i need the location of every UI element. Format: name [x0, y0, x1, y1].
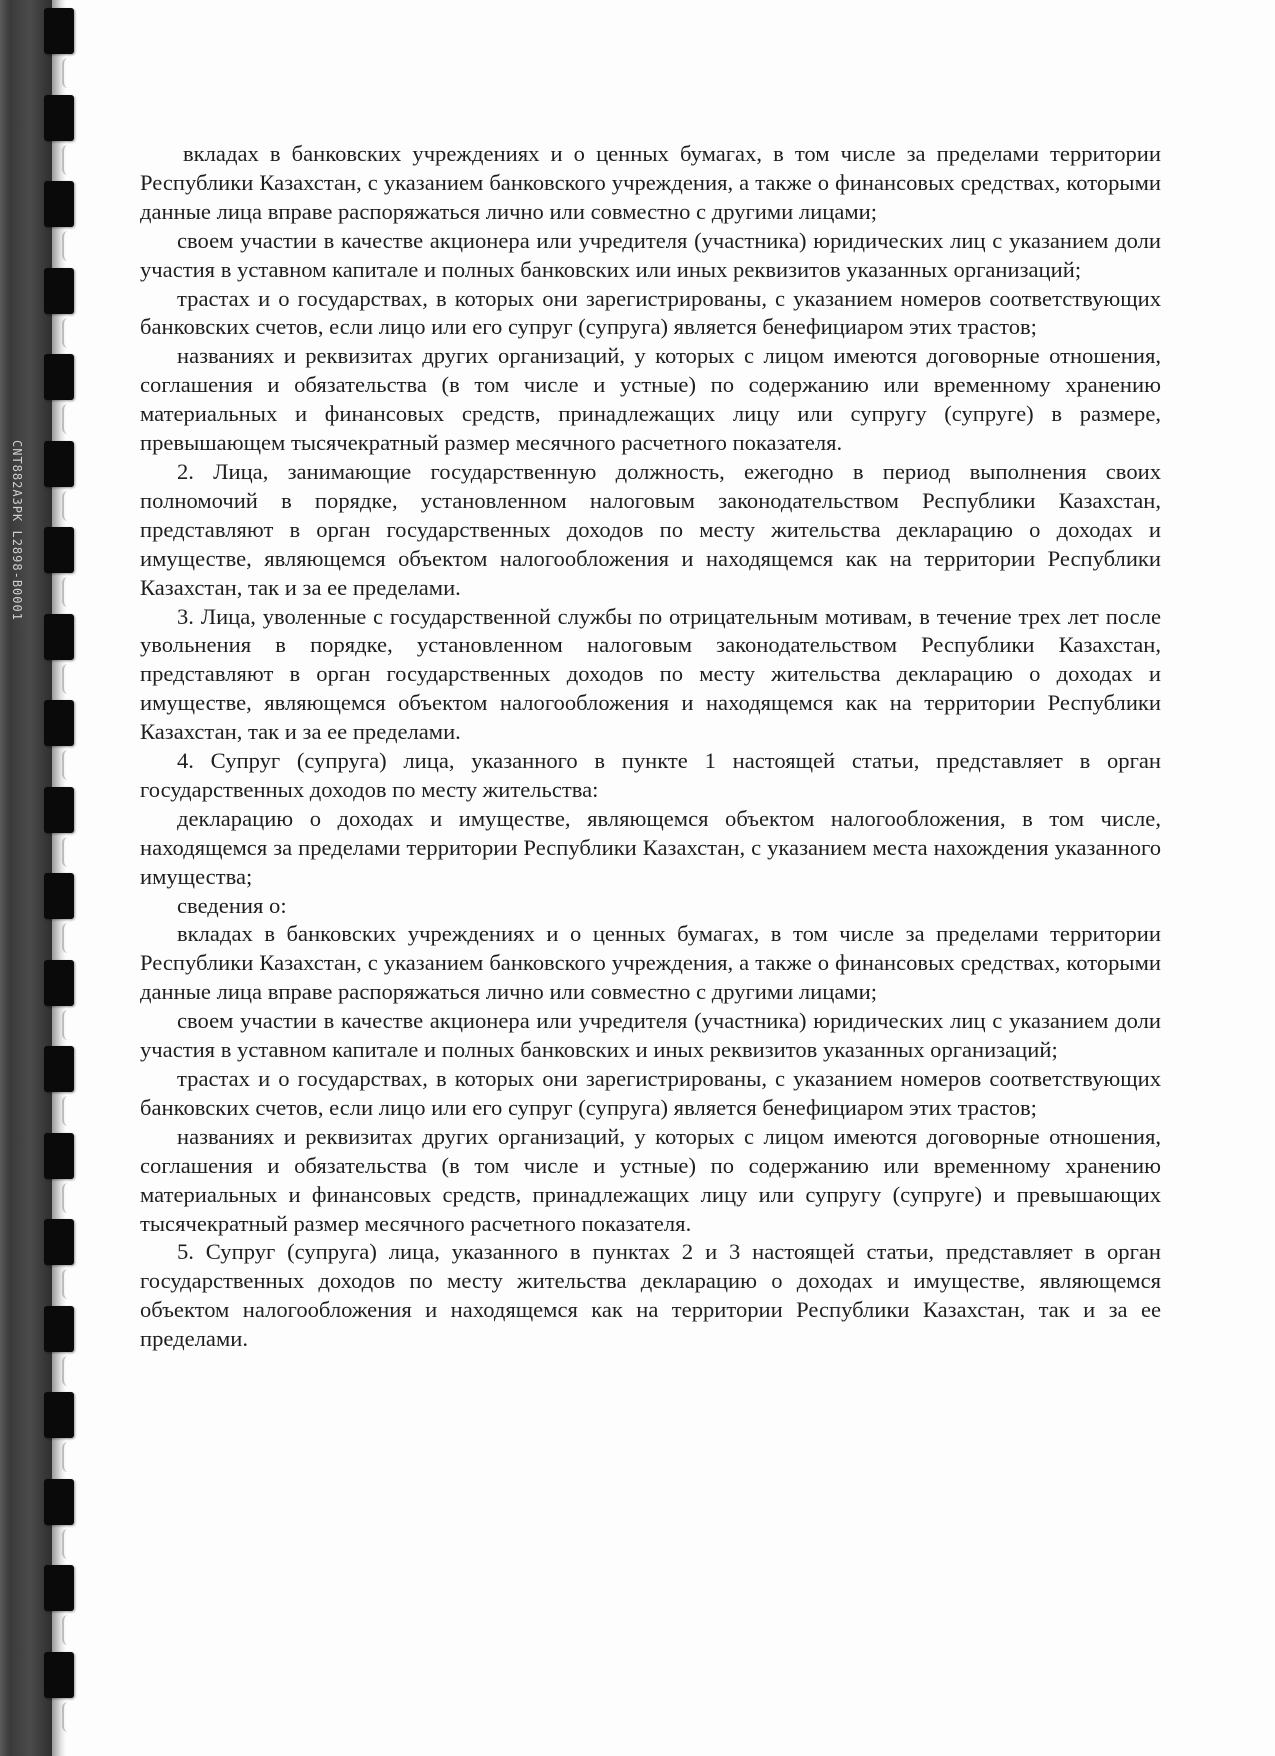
binding-ring	[62, 1269, 74, 1299]
paragraph-deposits: вкладах в банковских учреждениях и о ценных бумагах, в том числе за пределами территории Республики Казахстан, с указанием банковского учреждения, а также о финансовых средствах, которыми данные лица вправе распоряжаться лично или совместно с другими лицами;	[140, 141, 1161, 224]
document-body	[140, 140, 1161, 1354]
paragraph-deposits-spouse: вкладах в банковских учреждениях и о ценных бумагах, в том числе за пределами территории Республики Казахстан, с указанием банковского учреждения, а также о финансовых средствах, которыми данные лица вправе распоряжаться лично или совместно с другими лицами;	[140, 921, 1161, 1005]
binding-ring	[62, 145, 74, 175]
paragraph-clause-3: 3. Лица, уволенные с государственной службы по отрицательным мотивам, в течение трех лет после увольнения в порядке, установленном налоговым законодательством Республики Казахстан, представляют в орган государственных доходов по месту жительства декларацию о доходах и имуществе, являющемся объектом налогообложения и находящемся как на территории Республики Казахстан, так и за ее пределами.	[140, 603, 1161, 745]
binding-hole	[44, 1046, 74, 1092]
binding-ring	[62, 404, 74, 434]
spine-label: CNT882A3PK L2898-B0001	[10, 440, 24, 621]
binding-ring	[62, 318, 74, 348]
binding-ring	[62, 1356, 74, 1386]
binding-hole	[44, 1479, 74, 1525]
binding-ring	[62, 491, 74, 521]
paragraph-participation-spouse: своем участии в качестве акционера или учредителя (участника) юридических лиц с указанием доли участия в уставном капитале и полных банковских и иных реквизитов указанных организаций;	[140, 1008, 1161, 1063]
binding-hole	[44, 614, 74, 660]
paragraph-information-about: сведения о:	[177, 892, 287, 918]
binding-hole	[44, 268, 74, 314]
binding-hole	[44, 960, 74, 1006]
binding-ring	[62, 1615, 74, 1645]
binding-hole	[44, 527, 74, 573]
binding-hole	[44, 1219, 74, 1265]
binding-hole	[44, 1133, 74, 1179]
binding-hole	[44, 787, 74, 833]
binding-ring	[62, 1702, 74, 1732]
binding-ring	[62, 1010, 74, 1040]
paragraph-participation: своем участии в качестве акционера или учредителя (участника) юридических лиц с указанием доли участия в уставном капитале и полных банковских или иных реквизитов указанных организаций;	[140, 227, 1161, 282]
binding-hole	[44, 354, 74, 400]
binding-ring	[62, 750, 74, 780]
binding-hole	[44, 700, 74, 746]
binding-ring	[62, 837, 74, 867]
binding-ring	[62, 58, 74, 88]
binding-ring	[62, 664, 74, 694]
binding-hole	[44, 1392, 74, 1438]
binding-hole	[44, 95, 74, 141]
binding-hole	[44, 441, 74, 487]
binding-ring	[62, 1442, 74, 1472]
binding-ring	[62, 1529, 74, 1559]
binding-hole	[44, 1306, 74, 1352]
paragraph-clause-2: 2. Лица, занимающие государственную должность, ежегодно в период выполнения своих полномочий в порядке, установленном налоговым законодательством Республики Казахстан, представляют в орган государственных доходов по месту жительства декларацию о доходах и имуществе, являющемся объектом налогообложения и находящемся как на территории Республики Казахстан, так и за ее пределами.	[140, 458, 1161, 600]
binding-hole	[44, 8, 74, 54]
paragraph-declaration: декларацию о доходах и имуществе, являющемся объектом налогообложения, в том числе, находящемся за пределами территории Республики Казахстан, с указанием места нахождения указанного имущества;	[140, 805, 1161, 889]
binding-hole	[44, 181, 74, 227]
paragraph-organizations-spouse: названиях и реквизитах других организаций, у которых с лицом имеются договорные отношения, соглашения и обязательства (в том числе и устные) по содержанию или временному хранению материальных и финансовых средств, принадлежащих лицу или супругу (супруге) и превышающих тысячекратный размер месячного расчетного показателя.	[140, 1123, 1161, 1236]
paragraph-clause-5: 5. Супруг (супруга) лица, указанного в пунктах 2 и 3 настоящей статьи, представляет в орган государственных доходов по месту жительства декларацию о доходах и имуществе, являющемся объектом налогообложения и находящемся как на территории Республики Казахстан, так и за ее пределами.	[140, 1239, 1161, 1352]
paragraph-trusts: трастах и о государствах, в которых они зарегистрированы, с указанием номеров соответствующих банковских счетов, если лицо или его супруг (супруга) является бенефициаром этих трастов;	[140, 285, 1161, 340]
binding-ring	[62, 231, 74, 261]
binding-ring	[62, 1183, 74, 1213]
paragraph-clause-4: 4. Супруг (супруга) лица, указанного в пункте 1 настоящей статьи, представляет в орган государственных доходов по месту жительства:	[140, 748, 1161, 802]
binding-hole	[44, 1565, 74, 1611]
binding-ring	[62, 577, 74, 607]
binding-hole	[44, 873, 74, 919]
paragraph-organizations: названиях и реквизитах других организаций, у которых с лицом имеются договорные отношения, соглашения и обязательства (в том числе и устные) по содержанию или временному хранению материальных и финансовых средств, принадлежащих лицу или супругу (супруге) в размере, превышающем тысячекратный размер месячного расчетного показателя.	[140, 343, 1161, 456]
binding-hole	[44, 1652, 74, 1698]
binding-ring	[62, 1096, 74, 1126]
binding-ring	[62, 923, 74, 953]
paragraph-trusts-spouse: трастах и о государствах, в которых они зарегистрированы, с указанием номеров соответствующих банковских счетов, если лицо или его супруг (супруга) является бенефициаром этих трастов;	[140, 1066, 1161, 1120]
